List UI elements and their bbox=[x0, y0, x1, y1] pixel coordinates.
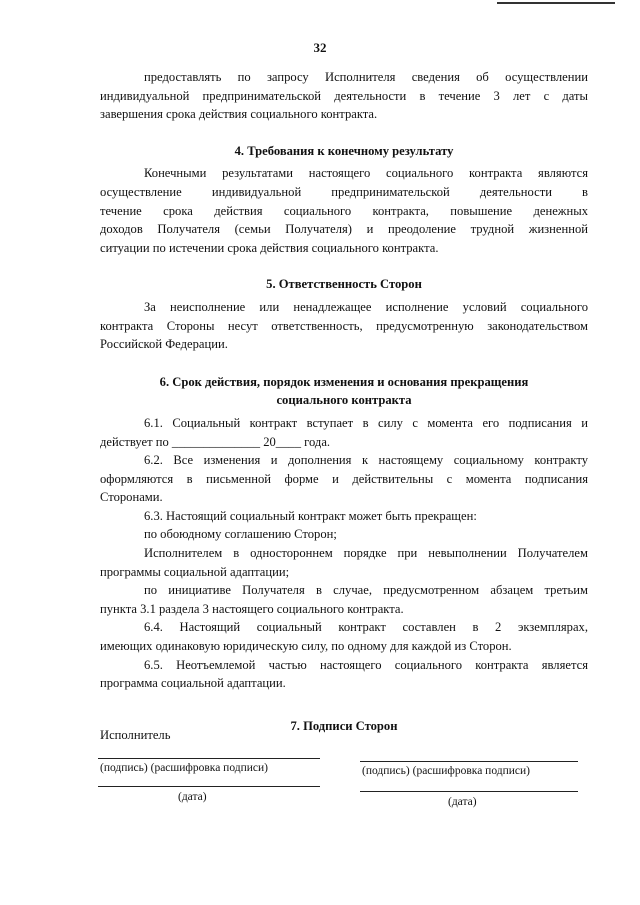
section-5-line: Российской Федерации. bbox=[100, 337, 228, 352]
section-4-line: доходов Получателя (семьи Получателя) и преодоление трудной жизненной bbox=[100, 222, 588, 237]
clause-6-5: 6.5. Неотъемлемой частью настоящего социального контракта является bbox=[144, 657, 588, 672]
signature-line-left bbox=[98, 758, 320, 759]
page-number: 32 bbox=[313, 40, 327, 55]
intro-line: завершения срока действия социального контракта. bbox=[100, 107, 378, 122]
section-6-title: социального контракта bbox=[276, 393, 412, 408]
section-4-line: осуществление индивидуальной предпринимательской деятельности в bbox=[100, 184, 588, 199]
termination-item: пункта 3.1 раздела 3 настоящего социального контракта. bbox=[100, 601, 404, 616]
signature-caption-left: (подпись) (расшифровка подписи) bbox=[100, 762, 269, 774]
date-caption-right: (дата) bbox=[448, 796, 477, 808]
section-5-title: 5. Ответственность Сторон bbox=[266, 277, 422, 292]
clause-6-5: программа социальной адаптации. bbox=[100, 676, 286, 691]
termination-item: по инициативе Получателя в случае, предусмотренном абзацем третьим bbox=[144, 583, 588, 598]
section-4-line: ситуации по истечении срока действия социального контракта. bbox=[100, 240, 439, 255]
intro-line: индивидуальной предпринимательской деятельности в течение 3 лет с даты bbox=[100, 88, 588, 103]
termination-item: программы социальной адаптации; bbox=[100, 564, 290, 579]
section-7-title: 7. Подписи Сторон bbox=[290, 718, 398, 733]
clause-6-4: 6.4. Настоящий социальный контракт составлен в 2 экземплярах, bbox=[144, 620, 588, 635]
document-body bbox=[100, 68, 588, 735]
clause-6-2: оформляются в письменной форме и действительны с момента подписания bbox=[100, 471, 588, 486]
top-rule bbox=[497, 2, 615, 4]
signature-line-right bbox=[360, 761, 578, 762]
section-6-title: 6. Срок действия, порядок изменения и основания прекращения bbox=[159, 374, 529, 389]
clause-6-2: 6.2. Все изменения и дополнения к настоящему социальному контракту bbox=[144, 453, 588, 468]
date-line-left bbox=[98, 786, 320, 787]
clause-6-3: 6.3. Настоящий социальный контракт может быть прекращен: bbox=[144, 508, 477, 523]
section-5-line: За неисполнение или ненадлежащее исполнение условий социального bbox=[144, 299, 588, 314]
signature-caption-right: (подпись) (расшифровка подписи) bbox=[362, 765, 531, 777]
clause-6-2: Сторонами. bbox=[100, 490, 163, 505]
section-4-line: Конечными результатами настоящего социального контракта являются bbox=[144, 166, 588, 181]
clause-6-4: имеющих одинаковую юридическую силу, по одному для каждой из Сторон. bbox=[100, 639, 512, 654]
section-5-line: контракта Стороны несут ответственность, предусмотренную законодательством bbox=[100, 318, 588, 333]
section-4-title: 4. Требования к конечному результату bbox=[234, 143, 454, 158]
date-caption-left: (дата) bbox=[178, 791, 207, 803]
date-line-right bbox=[360, 791, 578, 792]
termination-item: Исполнителем в одностороннем порядке при невыполнении Получателем bbox=[144, 546, 588, 561]
termination-item: по обоюдному соглашению Сторон; bbox=[144, 527, 337, 542]
clause-6-1: действует по ______________ 20____ года. bbox=[100, 434, 331, 449]
intro-line: предоставлять по запросу Исполнителя сведения об осуществлении bbox=[144, 70, 588, 84]
section-4-line: течение срока действия социального контракта, повышение денежных bbox=[100, 203, 588, 218]
clause-6-1: 6.1. Социальный контракт вступает в силу с момента его подписания и bbox=[144, 415, 588, 430]
executor-label: Исполнитель bbox=[100, 728, 171, 742]
